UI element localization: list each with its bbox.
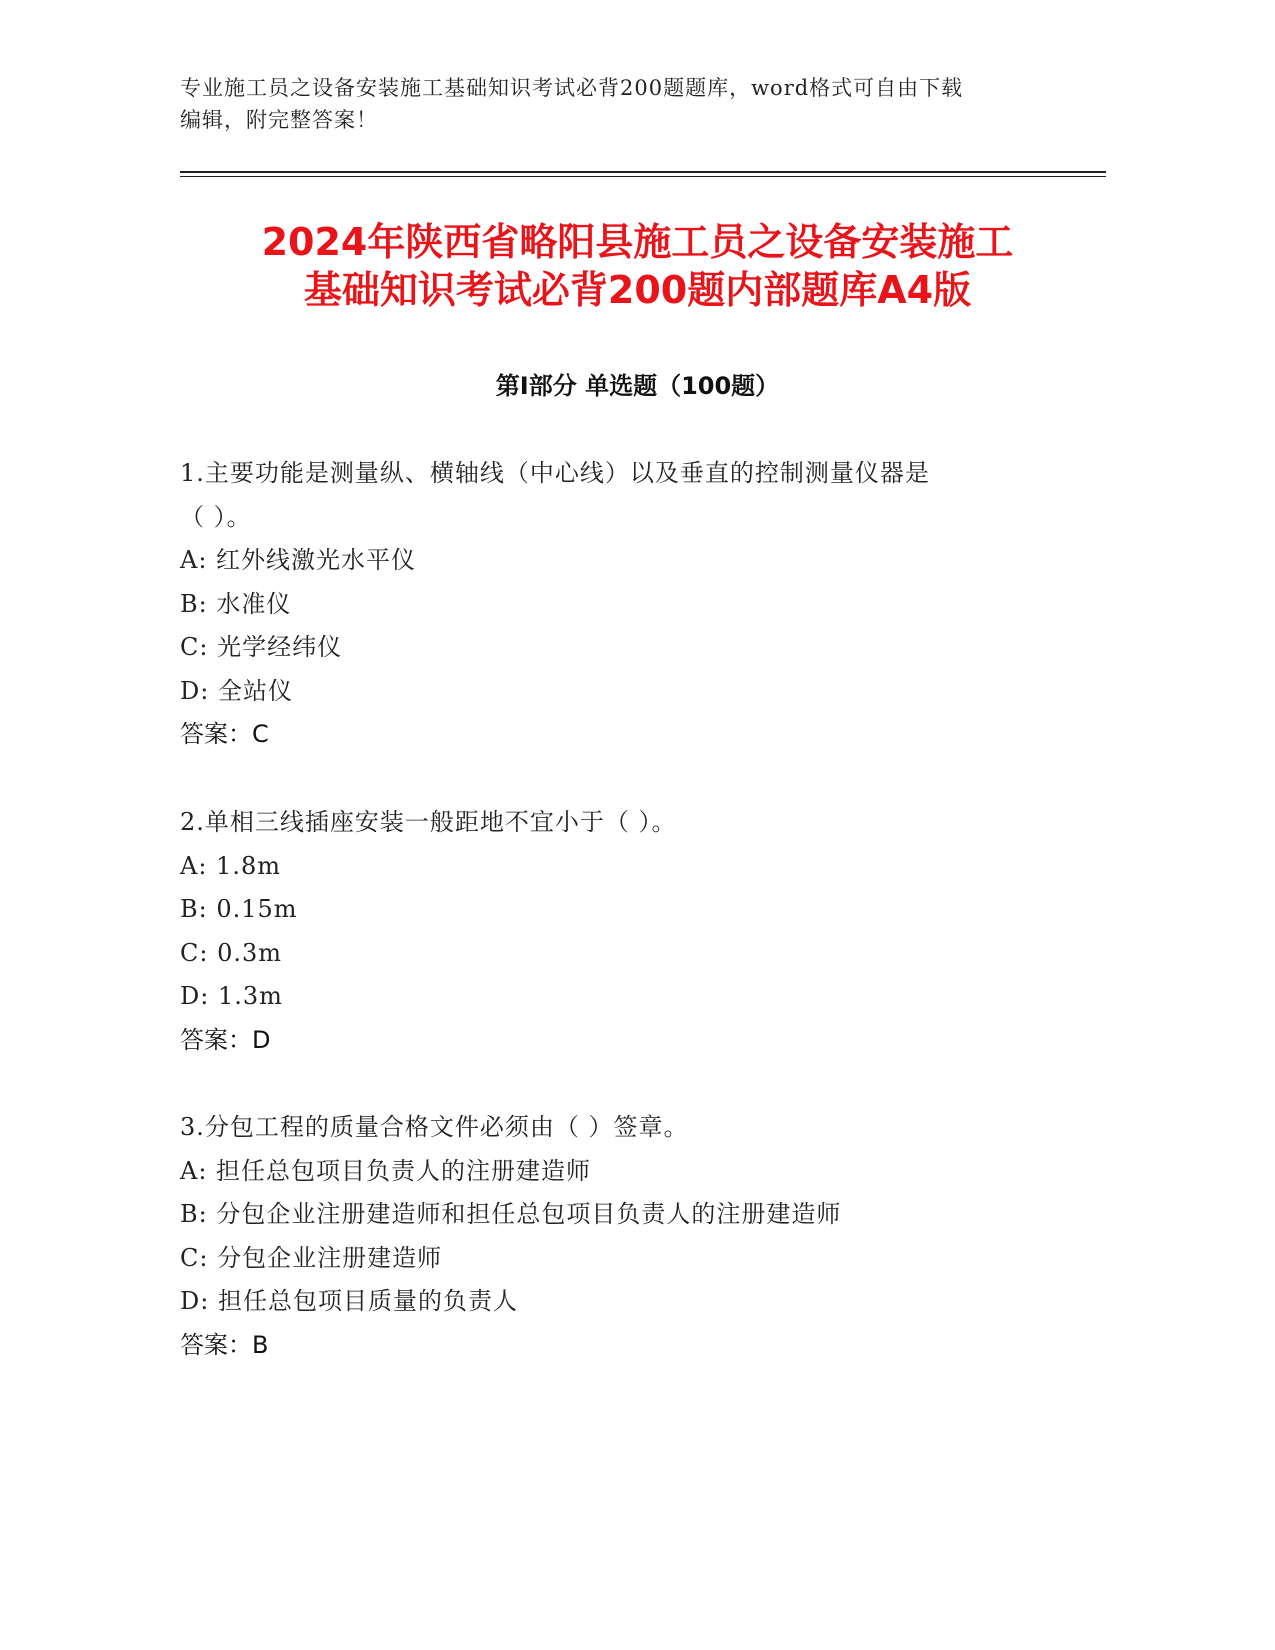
document-title-line-2: 基础知识考试必背200题内部题库A4版: [303, 268, 972, 312]
option-b: B: 分包企业注册建造师和担任总包项目负责人的注册建造师: [180, 1200, 842, 1228]
option-d: D: 担任总包项目质量的负责人: [180, 1287, 518, 1315]
option-b: B: 水准仪: [180, 589, 292, 618]
question-stem: 1.主要功能是测量纵、横轴线（中心线）以及垂直的控制测量仪器是: [180, 459, 930, 487]
header-note-line-1: 专业施工员之设备安装施工基础知识考试必背200题题库，word格式可自由下载: [180, 76, 964, 100]
answer: 答案：B: [180, 1330, 269, 1359]
question-stem-continued: （ ）。: [180, 502, 252, 531]
option-a: A: 红外线激光水平仪: [180, 546, 417, 574]
option-a: A: 担任总包项目负责人的注册建造师: [180, 1156, 592, 1185]
answer: 答案：D: [180, 1025, 271, 1054]
option-a: A: 1.8m: [180, 851, 281, 880]
option-b: B: 0.15m: [180, 895, 298, 923]
question-2: [180, 801, 1105, 1062]
header-note-line-2: 编辑，附完整答案！: [180, 108, 378, 132]
question-3: [180, 1106, 1105, 1367]
answer: 答案：C: [180, 720, 269, 748]
section-heading: 第Ⅰ部分 单选题（100题）: [495, 372, 780, 400]
question-stem: 2.单相三线插座安装一般距地不宜小于（ ）。: [180, 808, 677, 836]
option-c: C: 光学经纬仪: [180, 633, 343, 661]
header-divider-thick: [180, 171, 1106, 173]
option-d: D: 1.3m: [180, 982, 283, 1010]
header-divider-thin: [180, 176, 1106, 177]
header-note: [180, 72, 1100, 136]
option-c: C: 0.3m: [180, 938, 283, 967]
option-d: D: 全站仪: [180, 676, 293, 705]
question-stem: 3.分包工程的质量合格文件必须由（ ）签章。: [180, 1113, 689, 1141]
document-title: [150, 218, 1125, 314]
question-1: [180, 452, 1105, 757]
document-title-line-1: 2024年陕西省略阳县施工员之设备安装施工: [261, 220, 1014, 264]
option-c: C: 分包企业注册建造师: [180, 1243, 443, 1272]
